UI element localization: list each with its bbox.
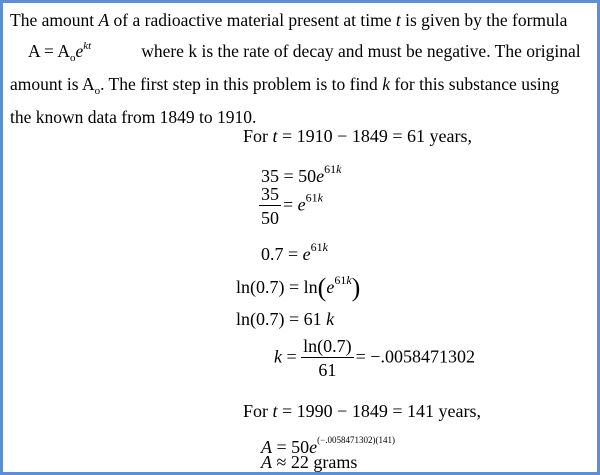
base-e: e [326,277,335,297]
text-run: 35 = 50 [261,166,317,186]
equals-sign: = [286,346,297,367]
variable-k: k [326,309,335,329]
variable-t: t [395,10,401,30]
exponent: (−.0058471302)(141) [317,435,395,445]
equation-0-7 [261,235,328,266]
fraction-numerator: 35 [261,184,279,204]
exponent-variable: k [322,240,328,254]
text-run: = 50 [272,437,310,457]
fraction-denominator: 50 [259,205,281,230]
text-run: . The first step in this problem is to find [100,74,383,94]
fraction-numerator: ln(0.7) [303,336,352,356]
exponent-variable: k [336,162,342,176]
step-for-t-1990 [243,399,481,423]
variable-k: k [382,74,390,94]
equation-result [261,450,357,474]
base-e: e [302,244,311,264]
formula-subscript: o [69,52,76,64]
variable-t: t [272,401,278,421]
exponent-number: 61 [305,190,318,205]
exponent-number: 61 [310,240,323,254]
text-run: for this substance using [389,74,560,94]
variable-a: A [261,437,272,457]
text-run: ln(0.7) = ln [236,277,318,297]
variable-k: k [274,346,282,367]
variable-a: A [98,10,110,30]
base-e: e [297,194,306,215]
text-run: = 1990 − 1849 = 141 years, [277,401,481,421]
text-run: For [243,401,273,421]
fraction-35-50 [259,183,281,230]
fraction-ln-over-61 [301,335,354,382]
text-run: of a radioactive material present at time [109,10,396,30]
step-for-t-1910 [243,124,472,148]
formula-exponent: kt [83,40,92,52]
exponent-number: 61 [334,273,347,287]
final-answer: ≈ 22 grams [272,452,358,472]
intro-line-2 [10,33,595,71]
exponent-variable: k [317,190,323,205]
text-run: where k is the rate of decay and must be negative. The original [141,41,581,61]
exponent-variable: k [346,273,352,287]
k-result: = −.0058471302 [355,346,475,367]
formula-lhs: A = A [28,41,70,61]
text-run: ln(0.7) = 61 [236,309,327,329]
text-run: = 1910 − 1849 = 61 years, [277,126,472,146]
fraction-denominator: 61 [301,357,354,382]
variable-a: A [261,452,272,472]
intro-text [10,7,595,130]
text-run: is given by the formula [400,10,568,30]
text-run: amount is A [10,74,95,94]
decay-formula [28,40,92,64]
formula-base: e [75,41,84,61]
intro-line-1 [10,7,595,33]
exponent-number: 61 [324,162,337,176]
text-run: 0.7 = [261,244,303,264]
text-run: For [243,126,273,146]
text-run: The amount [10,10,99,30]
equation-ln-61k [236,307,334,331]
intro-line-3 [10,71,595,104]
equation-ln-both: $\ln(0.7) = \ln(e^{61k})$ [236,273,361,302]
subscript: o [94,85,101,97]
intro-line-4: the known data from 1849 to 1910. [10,107,257,127]
equals-sign: = [283,194,298,215]
base-e: e [316,166,325,186]
base-e: e [309,437,318,457]
variable-t: t [272,126,278,146]
equation-fraction [259,183,323,230]
equation-k-value [274,335,475,382]
